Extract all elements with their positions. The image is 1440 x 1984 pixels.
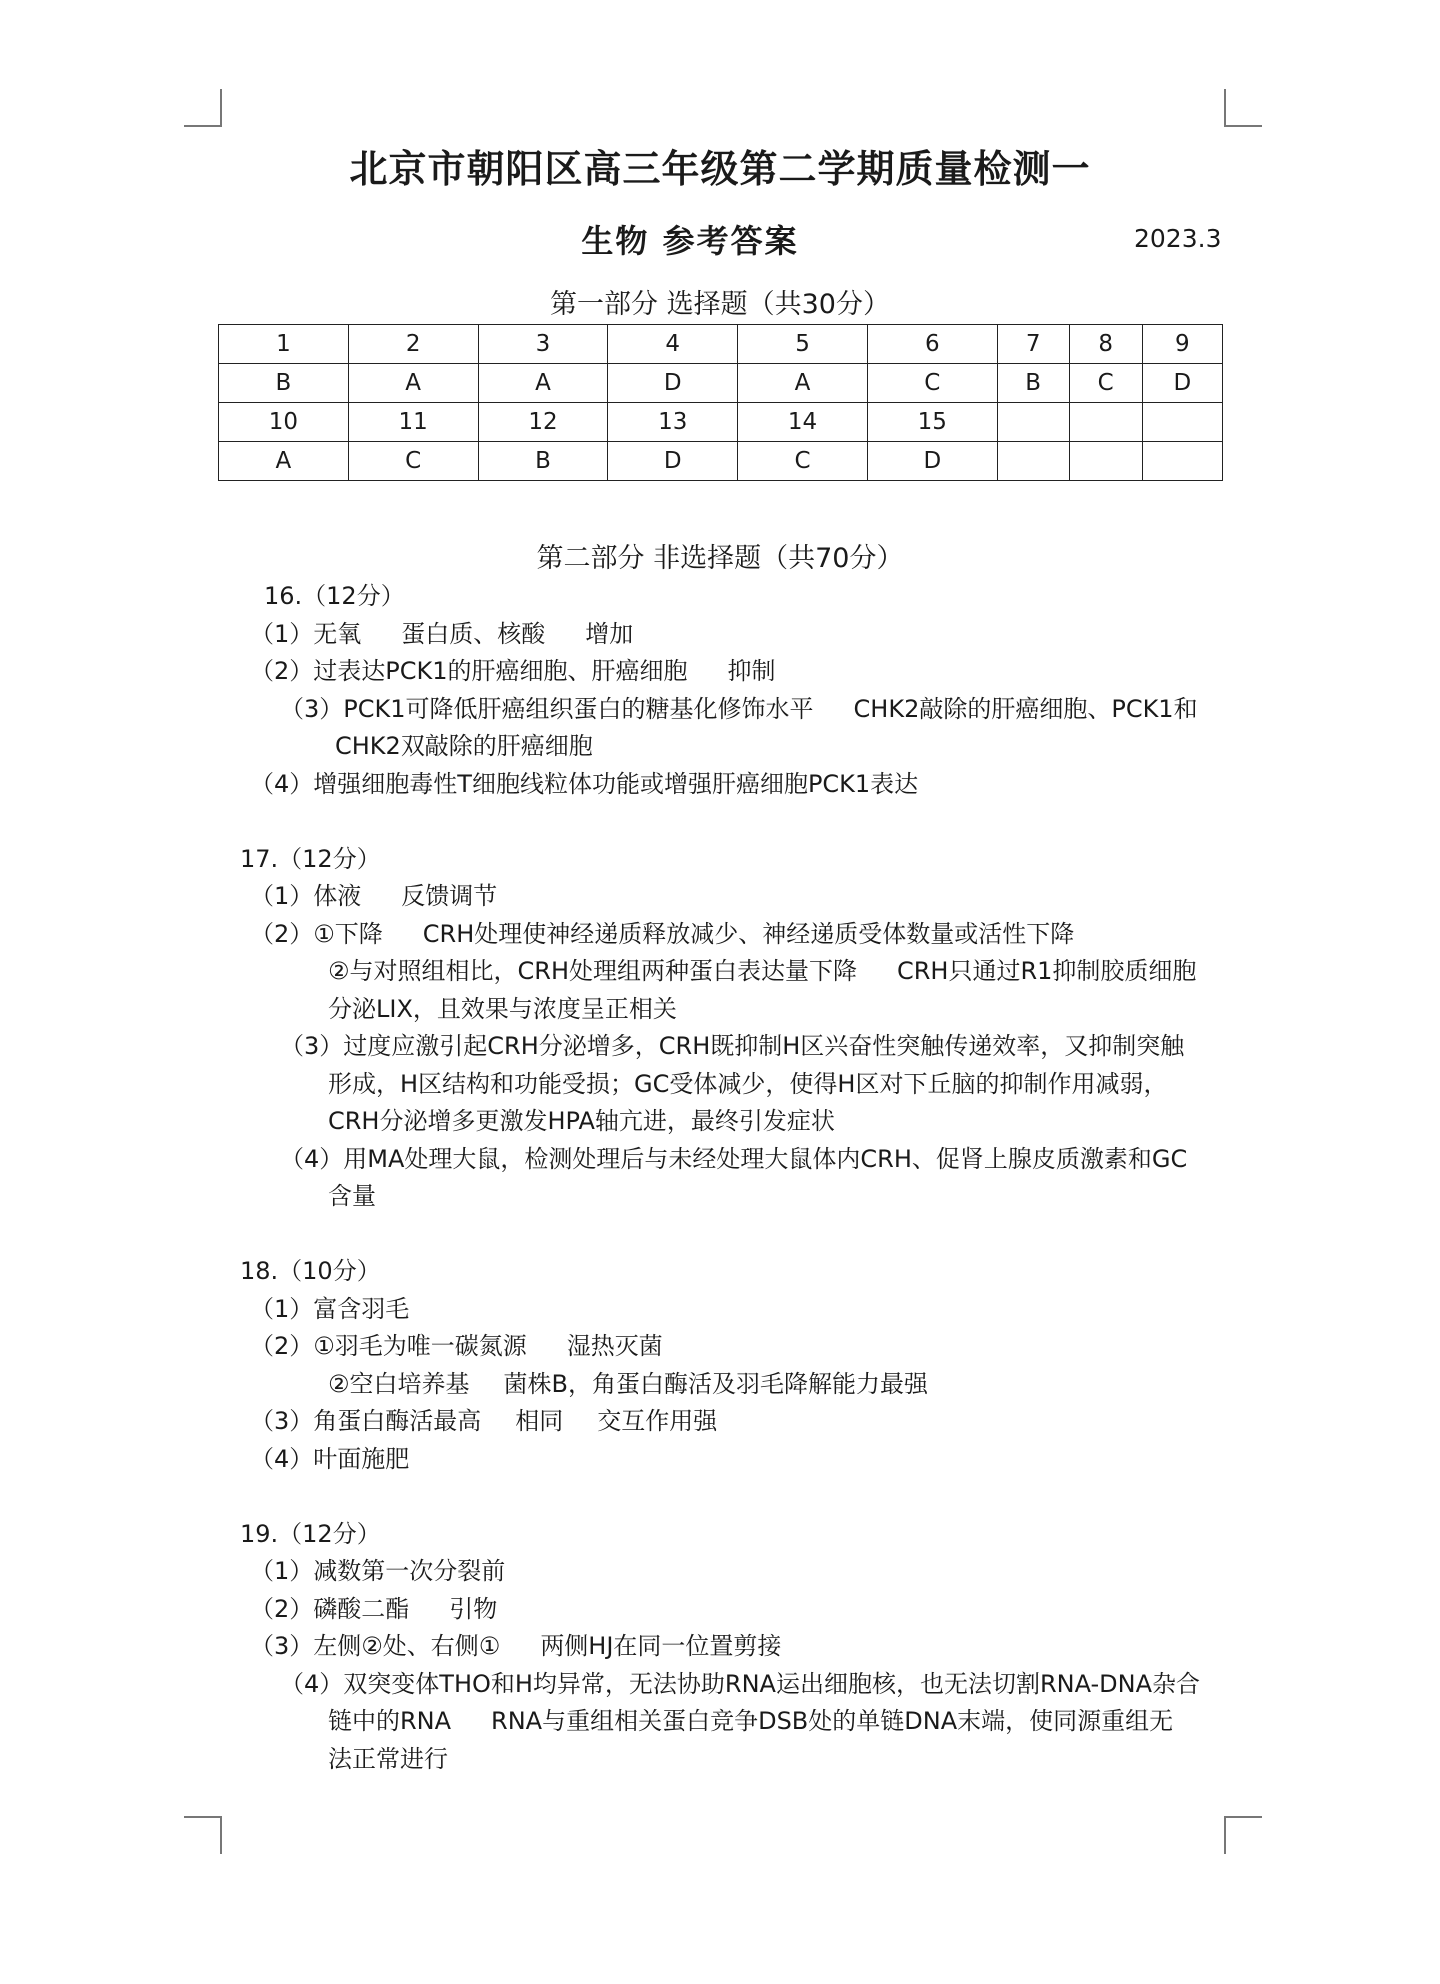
- table-cell: 7: [997, 325, 1069, 364]
- part1-heading: 第一部分 选择题（共30分）: [550, 289, 890, 320]
- answer-text: 用MA处理大鼠，检测处理后与未经处理大鼠体内CRH、促肾上腺皮质激素和GC: [343, 1144, 1188, 1173]
- q18-answer-4: [240, 1441, 1240, 1479]
- table-cell: B: [478, 442, 608, 481]
- table-cell: [1069, 403, 1142, 442]
- answer-label: （2）: [250, 919, 314, 948]
- answer-text: 体液: [313, 882, 362, 910]
- answer-text: ①羽毛为唯一碳氮源: [313, 1332, 527, 1360]
- answer-label: （2）: [250, 657, 314, 685]
- table-cell: 4: [608, 325, 738, 364]
- table-cell: 2: [348, 325, 478, 364]
- answer-label: （4）: [280, 1144, 344, 1173]
- table-cell: A: [219, 442, 349, 481]
- table-cell: 15: [867, 403, 997, 442]
- table-cell: [997, 442, 1069, 481]
- answer-text: 链中的RNA: [328, 1707, 452, 1735]
- table-cell: 6: [867, 325, 997, 364]
- table-cell: 8: [1069, 325, 1142, 364]
- table-cell: 9: [1142, 325, 1222, 364]
- crop-mark-bottom-left: [184, 1816, 222, 1854]
- answer-text: 过表达PCK1的肝癌细胞、肝癌细胞: [313, 657, 688, 685]
- q17-answer-3-line3: CRH分泌增多更激发HPA轴亢进，最终引发症状: [328, 1107, 835, 1135]
- answer-text: 增强细胞毒性T细胞线粒体功能或增强肝癌细胞PCK1表达: [313, 769, 919, 798]
- answer-label: （2）: [250, 1332, 314, 1360]
- q19-answer-1: [240, 1553, 1240, 1591]
- answer-text: ②空白培养基: [328, 1369, 470, 1398]
- q19-heading: 19.（12分）: [240, 1519, 381, 1548]
- answer-text: 菌株B，角蛋白酶活及羽毛降解能力最强: [503, 1369, 928, 1398]
- answer-text: 引物: [449, 1594, 498, 1623]
- answer-text: ①下降: [313, 919, 383, 948]
- answer-label: （1）: [250, 1557, 314, 1585]
- part2-heading: 第二部分 非选择题（共70分）: [536, 543, 904, 574]
- answer-text: CHK2敲除的肝癌细胞、PCK1和: [853, 694, 1198, 723]
- table-cell: [997, 403, 1069, 442]
- table-row: [219, 442, 1223, 481]
- q17-answer-2-line2: [240, 953, 1240, 991]
- q18-answer-2: [240, 1328, 1240, 1366]
- table-cell: 10: [219, 403, 349, 442]
- answer-label: （1）: [250, 882, 314, 910]
- table-cell: 13: [608, 403, 738, 442]
- answer-text: 双突变体THO和H均异常，无法协助RNA运出细胞核，也无法切割RNA-DNA杂合: [343, 1669, 1201, 1698]
- answer-text: 减数第一次分裂前: [313, 1557, 506, 1585]
- answer-text: 蛋白质、核酸: [401, 619, 546, 648]
- table-cell: 1: [219, 325, 349, 364]
- answer-text: CRH只通过R1抑制胶质细胞: [897, 957, 1197, 985]
- table-cell: 3: [478, 325, 608, 364]
- answer-label: （3）: [280, 694, 344, 723]
- q19-answer-2: [240, 1591, 1240, 1629]
- answer-text: 叶面施肥: [313, 1444, 410, 1473]
- answer-text: 抑制: [727, 657, 776, 685]
- table-cell: B: [997, 364, 1069, 403]
- table-cell: 11: [348, 403, 478, 442]
- answer-text: 磷酸二酯: [313, 1594, 410, 1623]
- answer-label: （3）: [250, 1632, 314, 1660]
- table-cell: D: [608, 442, 738, 481]
- q16-answer-3-cont: CHK2双敲除的肝癌细胞: [335, 732, 593, 760]
- answer-label: （4）: [250, 1444, 314, 1473]
- table-row: [219, 403, 1223, 442]
- answer-text: 湿热灭菌: [566, 1332, 663, 1360]
- table-cell: C: [738, 442, 868, 481]
- table-cell: A: [478, 364, 608, 403]
- answer-label: （4）: [280, 1669, 344, 1698]
- answer-label: （4）: [250, 769, 314, 798]
- page-subtitle: 生物 参考答案: [581, 222, 799, 260]
- table-row: [219, 325, 1223, 364]
- answer-text: 增加: [585, 619, 634, 648]
- q19-answer-4-line2: [240, 1703, 1240, 1741]
- answer-text: 左侧②处、右侧①: [313, 1632, 501, 1660]
- q17-answer-4: [240, 1141, 1240, 1179]
- q19-answer-3: [240, 1628, 1240, 1666]
- q17-heading: 17.（12分）: [240, 844, 381, 873]
- table-cell: [1142, 403, 1222, 442]
- q18-heading: 18.（10分）: [240, 1257, 381, 1285]
- page-title: 北京市朝阳区高三年级第二学期质量检测一: [349, 147, 1091, 191]
- q16-heading: 16.（12分）: [264, 582, 405, 610]
- answers-section: [240, 578, 1240, 1778]
- crop-mark-top-left: [184, 89, 222, 127]
- table-cell: D: [608, 364, 738, 403]
- q17-answer-1: [240, 878, 1240, 916]
- answer-text: CRH处理使神经递质释放减少、神经递质受体数量或活性下降: [422, 919, 1075, 948]
- table-cell: 12: [478, 403, 608, 442]
- q16-answer-4: [240, 766, 1240, 804]
- table-cell: C: [348, 442, 478, 481]
- table-cell: 14: [738, 403, 868, 442]
- answer-text: RNA与重组相关蛋白竞争DSB处的单链DNA末端，使同源重组无: [491, 1707, 1174, 1735]
- q18-answer-3: [240, 1403, 1240, 1441]
- q16-answer-1: [240, 616, 1240, 654]
- q17-answer-4-line2: 含量: [328, 1182, 376, 1210]
- q17-answer-3: [240, 1028, 1240, 1066]
- answer-text: 相同: [515, 1407, 564, 1435]
- q17-answer-2: [240, 916, 1240, 954]
- crop-mark-top-right: [1224, 89, 1262, 127]
- q16-answer-2: [240, 653, 1240, 691]
- table-cell: A: [738, 364, 868, 403]
- q19-answer-4: [240, 1666, 1240, 1704]
- table-row: [219, 364, 1223, 403]
- answer-text: PCK1可降低肝癌组织蛋白的糖基化修饰水平: [343, 694, 814, 723]
- table-cell: A: [348, 364, 478, 403]
- answer-label: （3）: [280, 1032, 344, 1060]
- q18-answer-1: [240, 1291, 1240, 1329]
- crop-mark-bottom-right: [1224, 1816, 1262, 1854]
- answer-text: 反馈调节: [401, 882, 498, 910]
- q17-answer-3-line2: 形成，H区结构和功能受损；GC受体减少，使得H区对下丘脑的抑制作用减弱，: [328, 1069, 1168, 1098]
- answer-text: 角蛋白酶活最高: [313, 1407, 482, 1435]
- answer-text: ②与对照组相比，CRH处理组两种蛋白表达量下降: [328, 957, 857, 985]
- answer-label: （1）: [250, 1294, 314, 1323]
- exam-date: 2023.3: [1134, 224, 1222, 253]
- q19-answer-4-line3: 法正常进行: [328, 1744, 448, 1773]
- table-cell: 5: [738, 325, 868, 364]
- answer-label: （3）: [250, 1407, 314, 1435]
- answer-label: （2）: [250, 1594, 314, 1623]
- answer-label: （1）: [250, 619, 314, 648]
- answer-text: 无氧: [313, 619, 362, 648]
- table-cell: [1142, 442, 1222, 481]
- table-cell: B: [219, 364, 349, 403]
- answer-text: 两侧HJ在同一位置剪接: [540, 1632, 782, 1660]
- table-cell: C: [1069, 364, 1142, 403]
- table-cell: [1069, 442, 1142, 481]
- table-cell: D: [1142, 364, 1222, 403]
- table-cell: C: [867, 364, 997, 403]
- table-cell: D: [867, 442, 997, 481]
- q17-answer-2-line3: 分泌LIX，且效果与浓度呈正相关: [328, 994, 677, 1023]
- answer-text: 过度应激引起CRH分泌增多，CRH既抑制H区兴奋性突触传递效率，又抑制突触: [343, 1032, 1185, 1060]
- answer-text: 富含羽毛: [313, 1294, 410, 1323]
- q18-answer-2-line2: [240, 1366, 1240, 1404]
- answer-text: 交互作用强: [597, 1407, 718, 1435]
- q16-answer-3: [240, 691, 1240, 729]
- answer-table: [218, 324, 1223, 481]
